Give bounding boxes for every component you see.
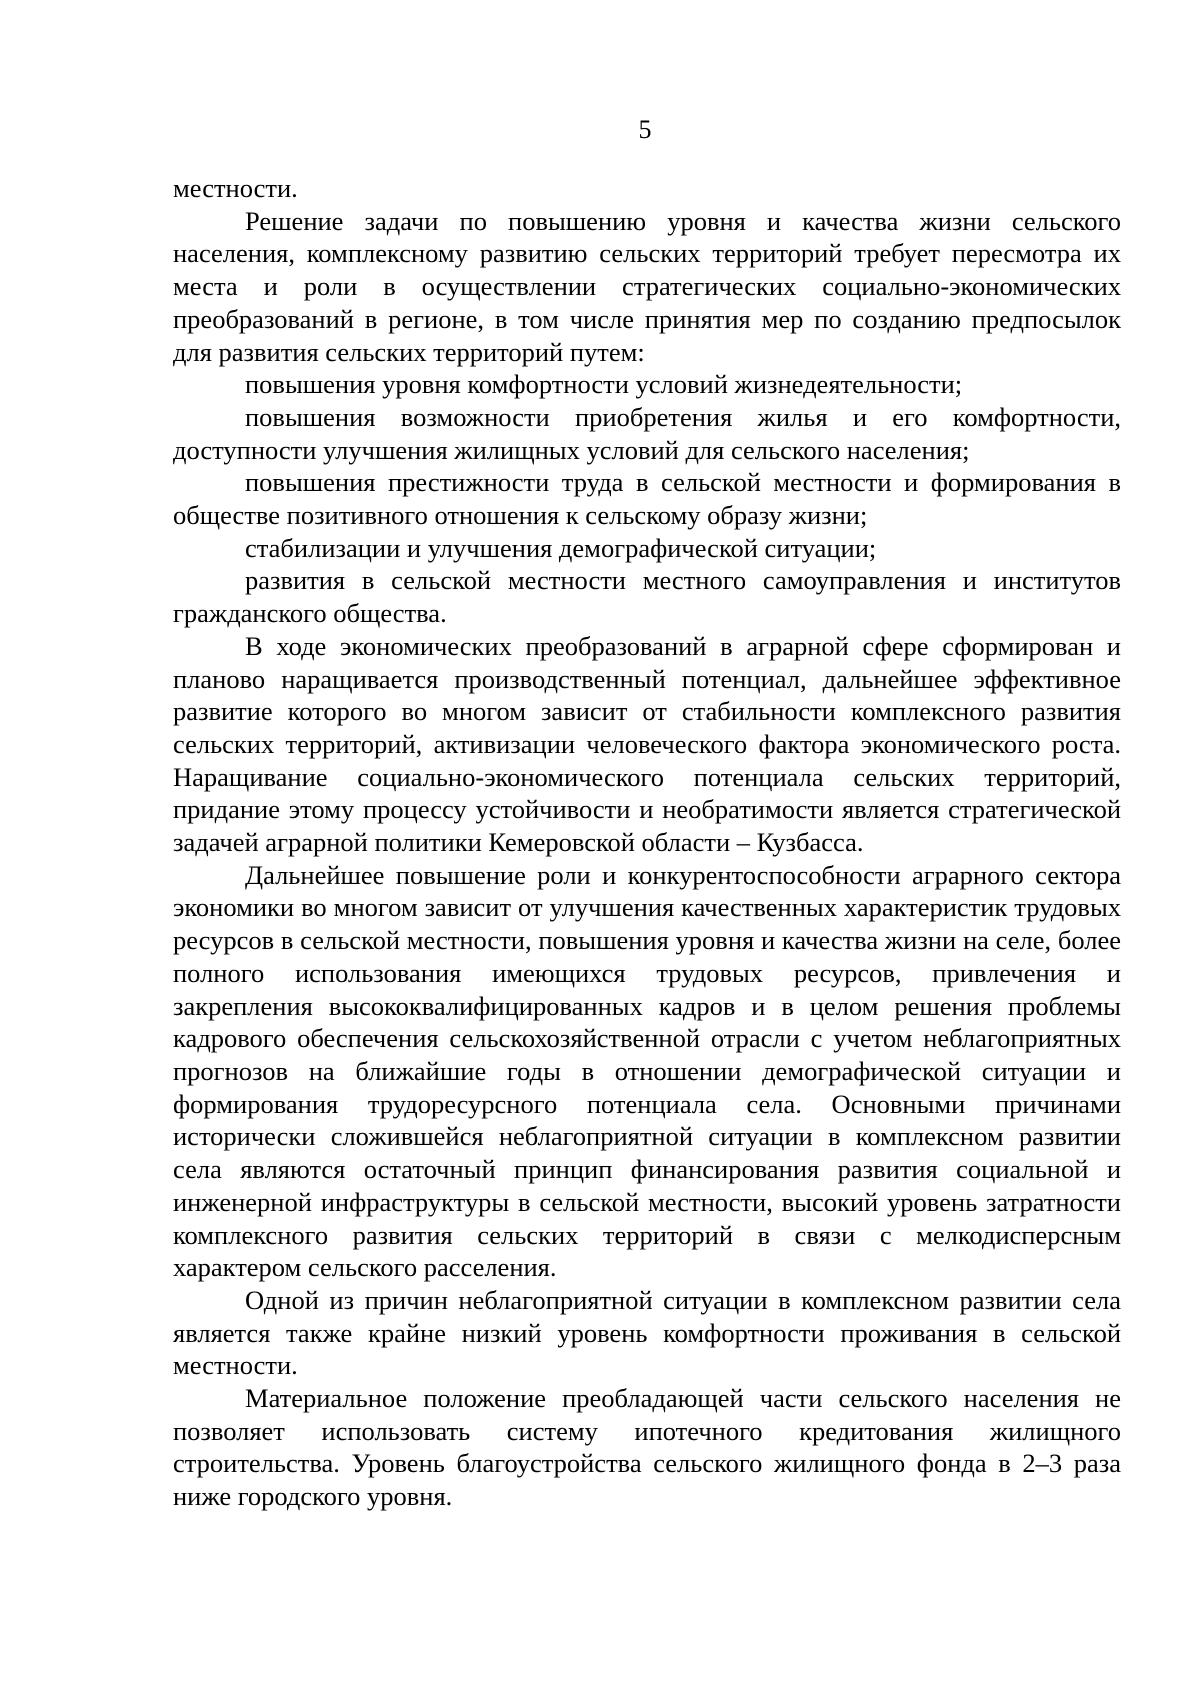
- paragraph: Дальнейшее повышение роли и конкурентоспособности аграрного сектора экономики во многом зависит от улучшения качественных характеристик трудовых ресурсов в сельской местности, повышения уровня и качества жизни на селе, более полного использования имеющихся трудовых ресурсов, привлечения и закрепления высококвалифицированных кадров и в целом решения проблемы кадрового обеспечения сельскохозяйственной отрасли с учетом неблагоприятных прогнозов на ближайшие годы в отношении демографической ситуации и формирования трудоресурсного потенциала села. Основными причинами исторически сложившейся неблагоприятной ситуации в комплексном развитии села являются остаточный принцип финансирования развития социальной и инженерной инфраструктуры в сельской местности, высокий уровень затратности комплексного развития сельских территорий в связи с мелкодисперсным характером сельского расселения.: [173, 859, 1121, 1283]
- paragraph: Решение задачи по повышению уровня и качества жизни сельского населения, комплексному развитию сельских территорий требует пересмотра их места и роли в осуществлении стратегических социально-экономических преобразований в регионе, в том числе принятия мер по созданию предпосылок для развития сельских территорий путем:: [173, 205, 1121, 367]
- list-item: стабилизации и улучшения демографической ситуации;: [245, 532, 877, 563]
- paragraph-continuation: местности.: [173, 173, 298, 203]
- page-number: 5: [638, 115, 652, 144]
- list-item: развития в сельской местности местного самоуправления и институтов гражданского общества.: [173, 565, 1121, 629]
- paragraph: Материальное положение преобладающей части сельского населения не позволяет использовать систему ипотечного кредитования жилищного строительства. Уровень благоустройства сельского жилищного фонда в 2–3 раза ниже городского уровня.: [173, 1383, 1121, 1512]
- document-body: [173, 172, 1121, 1513]
- paragraph: В ходе экономических преобразований в аграрной сфере сформирован и планово наращивается производственный потенциал, дальнейшее эффективное развитие которого во многом зависит от стабильности комплексного развития сельских территорий, активизации человеческого фактора экономического роста. Наращивание социально-экономического потенциала сельских территорий, придание этому процессу устойчивости и необратимости является стратегической задачей аграрной политики Кемеровской области – Кузбасса.: [173, 630, 1121, 858]
- list-item: повышения престижности труда в сельской местности и формирования в обществе позитивного отношения к сельскому образу жизни;: [173, 467, 1121, 531]
- list-item: повышения уровня комфортности условий жизнедеятельности;: [245, 369, 963, 400]
- list-item: повышения возможности приобретения жилья и его комфортности, доступности улучшения жилищных условий для сельского населения;: [173, 401, 1121, 465]
- paragraph: Одной из причин неблагоприятной ситуации в комплексном развитии села является также крайне низкий уровень комфортности проживания в сельской местности.: [173, 1284, 1121, 1381]
